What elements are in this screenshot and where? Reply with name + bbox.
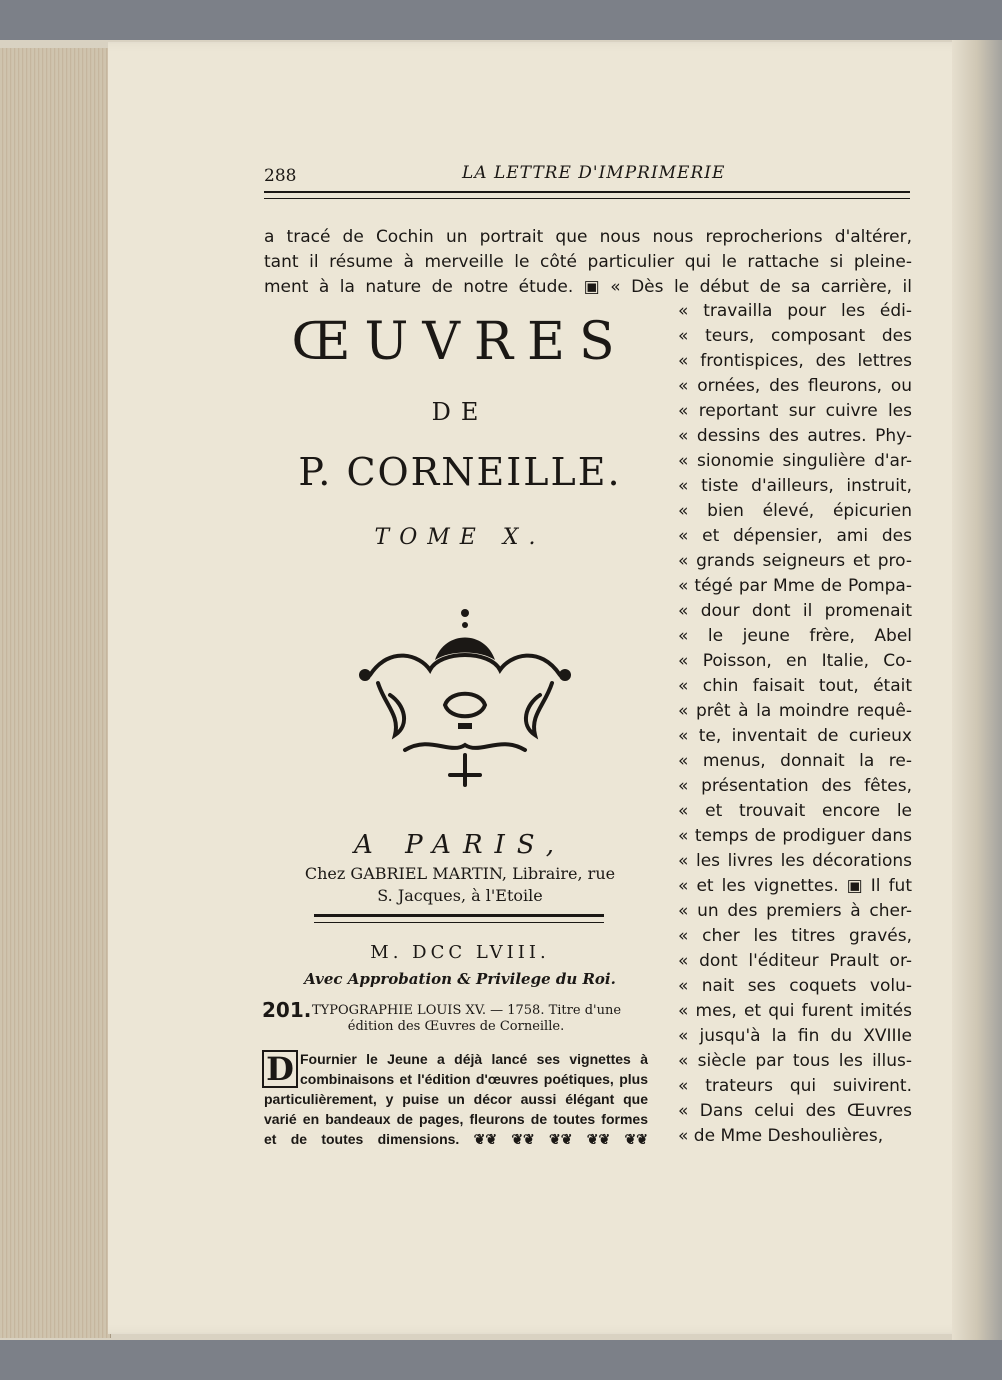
column-line: « mes, et qui furent imités <box>678 1001 912 1021</box>
column-line: « Dans celui des Œuvres <box>678 1101 912 1121</box>
column-line: « dessins des autres. Phy- <box>678 426 912 446</box>
intro-line: tant il résume à merveille le côté particulier qui le rattache si pleine- <box>264 252 912 272</box>
column-line: « te, inventait de curieux <box>678 726 912 746</box>
column-line: « et les vignettes. ▣ Il fut <box>678 876 912 896</box>
drop-cap: D <box>262 1050 298 1088</box>
column-line: « et trouvait encore le <box>678 801 912 821</box>
column-line: « Poisson, en Italie, Co- <box>678 651 912 671</box>
column-line: « teurs, composant des <box>678 326 912 346</box>
header-rule <box>264 191 910 193</box>
body-line: combinaisons et l'édition d'œuvres poétiques, plus <box>300 1071 648 1087</box>
body-line: particulièrement, y puise un décor aussi élégant que <box>264 1091 648 1107</box>
column-line: « tégé par Mme de Pompa- <box>678 576 912 596</box>
column-line: « reportant sur cuivre les <box>678 401 912 421</box>
title-tome: TOME X. <box>374 525 546 550</box>
column-line: « grands seigneurs et pro- <box>678 551 912 571</box>
column-line: « jusqu'à la fin du XVIIIe <box>678 1026 912 1046</box>
title-rule <box>314 914 604 917</box>
column-line: « présentation des fêtes, <box>678 776 912 796</box>
page-stack-edge <box>0 48 111 1338</box>
book-gutter <box>952 40 1002 1340</box>
intro-line: a tracé de Cochin un portrait que nous nous reprocherions d'altérer, <box>264 227 912 247</box>
column-line: « les livres les décorations <box>678 851 912 871</box>
title-privilege: Avec Approbation & Privilege du Roi. <box>304 970 616 988</box>
column-line: « de Mme Deshoulières, <box>678 1126 884 1146</box>
figure-caption-continued: édition des Œuvres de Corneille. <box>347 1019 565 1034</box>
header-rule-thin <box>264 198 910 199</box>
column-line: « frontispices, des lettres <box>678 351 912 371</box>
body-line: Fournier le Jeune a déjà lancé ses vignettes à <box>300 1051 648 1067</box>
column-line: « le jeune frère, Abel <box>678 626 912 646</box>
column-line: « un des premiers à cher- <box>678 901 912 921</box>
title-date: M. DCC LVIII. <box>370 942 550 963</box>
column-line: « prêt à la moindre requê- <box>678 701 912 721</box>
column-line: « siècle par tous les illus- <box>678 1051 912 1071</box>
figure-caption: TYPOGRAPHIE LOUIS XV. — 1758. Titre d'une <box>312 1003 622 1018</box>
column-line: « nait ses coquets volu- <box>678 976 912 996</box>
column-line: « dour dont il promenait <box>678 601 912 621</box>
column-line: « menus, donnait la re- <box>678 751 912 771</box>
body-line: et de toutes dimensions. ❦❦ ❦❦ ❦❦ ❦❦ ❦❦ <box>264 1131 648 1147</box>
column-line: « ornées, des fleurons, ou <box>678 376 912 396</box>
title-author: P. CORNEILLE. <box>298 450 622 494</box>
body-line: varié en bandeaux de pages, fleurons de toutes formes <box>264 1111 648 1127</box>
column-line: « et dépensier, ami des <box>678 526 912 546</box>
column-line: « dont l'éditeur Prault or- <box>678 951 912 971</box>
column-line: « trateurs qui suivirent. <box>678 1076 912 1096</box>
fleuron-ornament-icon <box>350 605 580 795</box>
column-line: « temps de prodiguer dans <box>678 826 912 846</box>
intro-line: ment à la nature de notre étude. ▣ « Dès le début de sa carrière, il <box>264 277 912 297</box>
running-title: LA LETTRE D'IMPRIMERIE <box>462 163 726 183</box>
title-address: S. Jacques, à l'Etoile <box>377 886 543 905</box>
column-line: « chin faisait tout, était <box>678 676 912 696</box>
column-line: « bien élevé, épicurien <box>678 501 912 521</box>
title-place: A PARIS, <box>354 830 566 860</box>
title-oeuvres: ŒUVRES <box>291 312 629 372</box>
title-rule-thin <box>314 922 604 923</box>
title-de: DE <box>431 398 489 426</box>
column-line: « cher les titres gravés, <box>678 926 912 946</box>
figure-number: 201. <box>262 998 312 1022</box>
page-number: 288 <box>264 166 297 186</box>
column-line: « sionomie singulière d'ar- <box>678 451 912 471</box>
column-line: « travailla pour les édi- <box>678 301 912 321</box>
title-publisher: Chez GABRIEL MARTIN, Libraire, rue <box>304 864 616 883</box>
column-line: « tiste d'ailleurs, instruit, <box>678 476 912 496</box>
